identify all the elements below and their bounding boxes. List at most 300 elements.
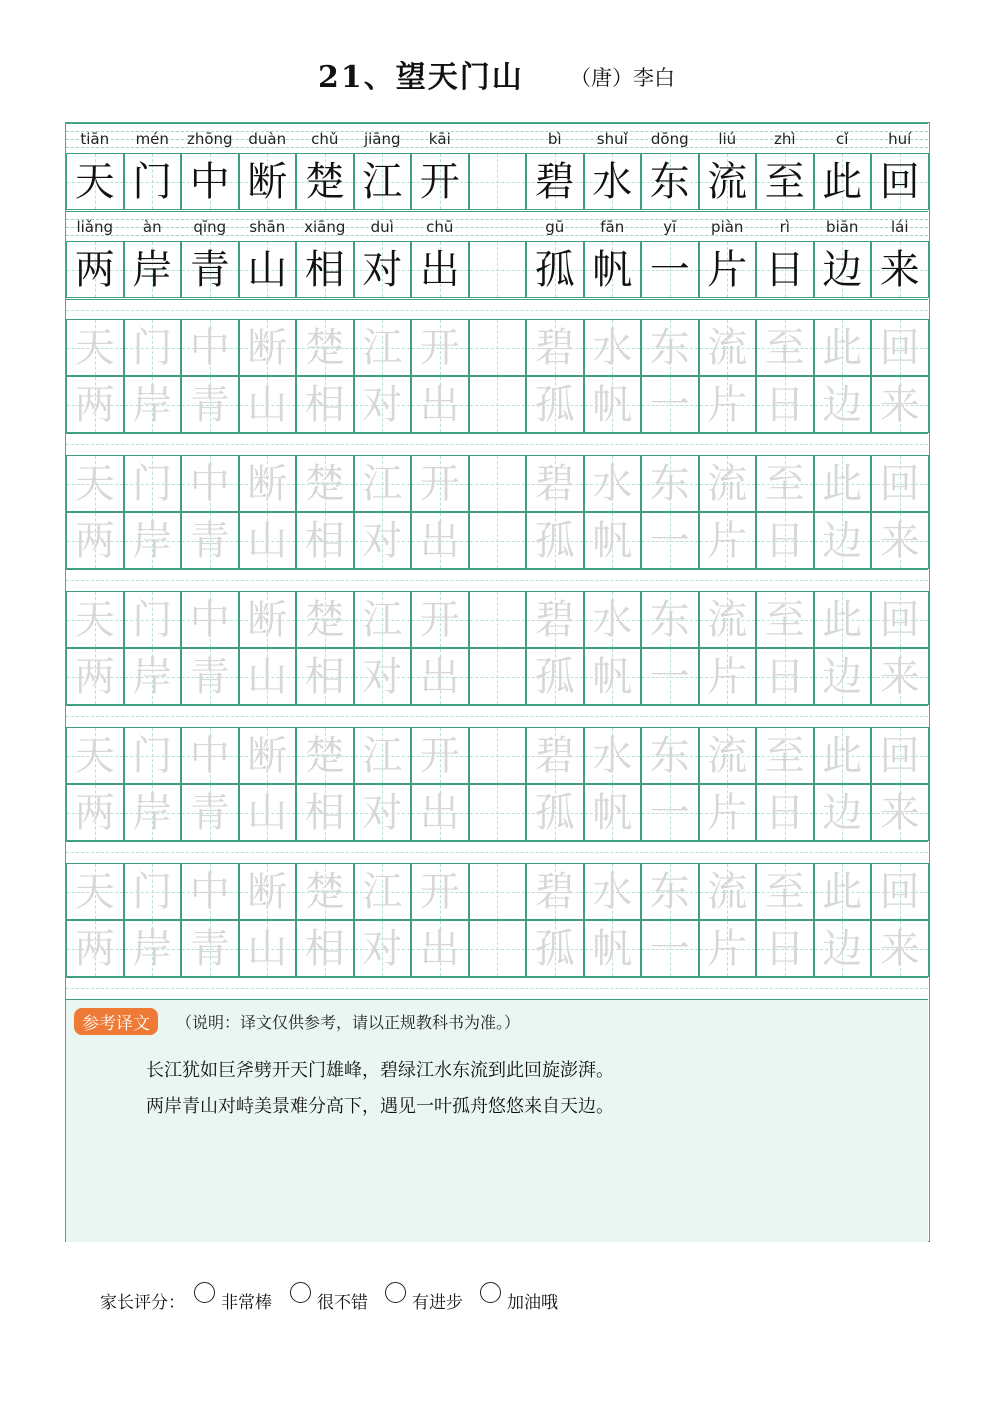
hanzi-char: 断 bbox=[247, 869, 288, 915]
hanzi-char: 断 bbox=[247, 325, 288, 371]
hanzi-char: 回 bbox=[879, 733, 920, 779]
trace-char-cell[interactable] bbox=[296, 319, 354, 376]
hanzi-char: 对 bbox=[362, 518, 403, 564]
hanzi-char: 东 bbox=[649, 597, 690, 643]
hanzi-char: 流 bbox=[707, 159, 748, 205]
model-char-cell bbox=[124, 153, 182, 210]
trace-char-cell[interactable] bbox=[124, 455, 182, 512]
trace-char-cell[interactable] bbox=[239, 591, 297, 648]
trace-char-cell[interactable] bbox=[181, 512, 239, 569]
radio-circle-icon[interactable] bbox=[480, 1282, 501, 1303]
trace-char-cell[interactable] bbox=[411, 648, 469, 705]
trace-char-cell[interactable] bbox=[871, 376, 929, 433]
trace-char-cell[interactable] bbox=[66, 863, 124, 920]
hanzi-char: 片 bbox=[707, 790, 748, 836]
pinyin-cell: bì bbox=[547, 130, 562, 148]
spacer-row bbox=[66, 299, 928, 320]
hanzi-char: 至 bbox=[764, 461, 805, 507]
trace-char-cell[interactable] bbox=[699, 319, 757, 376]
spacer-row bbox=[66, 841, 928, 862]
trace-char-cell[interactable] bbox=[756, 455, 814, 512]
trace-char-cell[interactable] bbox=[66, 319, 124, 376]
trace-char-cell[interactable] bbox=[411, 455, 469, 512]
trace-char-cell[interactable] bbox=[699, 512, 757, 569]
trace-char-cell[interactable] bbox=[239, 727, 297, 784]
trace-char-cell[interactable] bbox=[526, 455, 584, 512]
model-char-cell bbox=[181, 241, 239, 298]
trace-char-cell[interactable] bbox=[239, 920, 297, 977]
trace-char-cell[interactable] bbox=[814, 512, 872, 569]
trace-char-cell[interactable] bbox=[584, 512, 642, 569]
hanzi-char: 流 bbox=[707, 869, 748, 915]
pinyin-row bbox=[66, 211, 928, 242]
hanzi-char: 边 bbox=[822, 790, 863, 836]
radio-circle-icon[interactable] bbox=[194, 1282, 215, 1303]
trace-char-cell[interactable] bbox=[239, 863, 297, 920]
blank-char bbox=[470, 377, 526, 432]
hanzi-char: 日 bbox=[764, 382, 805, 428]
trace-char-cell[interactable] bbox=[584, 920, 642, 977]
trace-char-cell[interactable] bbox=[411, 376, 469, 433]
trace-char-cell[interactable] bbox=[641, 727, 699, 784]
hanzi-char: 青 bbox=[189, 518, 230, 564]
trace-char-cell[interactable] bbox=[699, 784, 757, 841]
trace-char-cell[interactable] bbox=[124, 784, 182, 841]
hanzi-char: 孤 bbox=[534, 790, 575, 836]
hanzi-char: 楚 bbox=[304, 325, 345, 371]
hanzi-char: 日 bbox=[764, 790, 805, 836]
hanzi-char: 出 bbox=[419, 790, 460, 836]
trace-char-cell[interactable] bbox=[641, 591, 699, 648]
trace-char-cell[interactable] bbox=[411, 863, 469, 920]
model-char-cell bbox=[239, 153, 297, 210]
hanzi-char: 东 bbox=[649, 733, 690, 779]
trace-char-cell[interactable] bbox=[641, 784, 699, 841]
pinyin-cell: àn bbox=[142, 218, 162, 236]
trace-char-cell[interactable] bbox=[296, 512, 354, 569]
hanzi-char: 天 bbox=[74, 461, 115, 507]
trace-char-cell[interactable] bbox=[181, 376, 239, 433]
trace-char-cell[interactable] bbox=[296, 784, 354, 841]
hanzi-char: 中 bbox=[189, 159, 230, 205]
trace-char-cell[interactable] bbox=[354, 455, 412, 512]
model-char-cell bbox=[756, 241, 814, 298]
trace-char-cell[interactable] bbox=[756, 920, 814, 977]
trace-char-cell[interactable] bbox=[66, 376, 124, 433]
trace-char-cell[interactable] bbox=[584, 784, 642, 841]
trace-char-cell[interactable] bbox=[814, 648, 872, 705]
hanzi-char: 回 bbox=[879, 325, 920, 371]
trace-char-cell[interactable] bbox=[124, 863, 182, 920]
model-char-cell bbox=[641, 241, 699, 298]
trace-char-cell[interactable] bbox=[181, 920, 239, 977]
hanzi-char: 至 bbox=[764, 733, 805, 779]
trace-char-cell[interactable] bbox=[584, 319, 642, 376]
radio-circle-icon[interactable] bbox=[385, 1282, 406, 1303]
pinyin-cell bbox=[469, 124, 527, 154]
hanzi-char: 断 bbox=[247, 733, 288, 779]
hanzi-char: 来 bbox=[879, 790, 920, 836]
pinyin-cell: yī bbox=[663, 218, 677, 236]
trace-char-cell[interactable] bbox=[296, 648, 354, 705]
trace-char-cell[interactable] bbox=[66, 648, 124, 705]
hanzi-char: 相 bbox=[304, 790, 345, 836]
trace-char-cell[interactable] bbox=[526, 591, 584, 648]
hanzi-char: 一 bbox=[649, 926, 690, 972]
rating-option-label: 非常棒 bbox=[221, 1293, 272, 1313]
hanzi-char: 楚 bbox=[304, 159, 345, 205]
model-char-cell bbox=[411, 241, 469, 298]
trace-char-cell[interactable] bbox=[296, 376, 354, 433]
spacer-row bbox=[66, 977, 928, 998]
hanzi-char: 流 bbox=[707, 325, 748, 371]
hanzi-char: 门 bbox=[132, 159, 173, 205]
trace-char-cell[interactable] bbox=[699, 863, 757, 920]
hanzi-char: 至 bbox=[764, 325, 805, 371]
hanzi-char: 山 bbox=[247, 926, 288, 972]
hanzi-char: 江 bbox=[362, 461, 403, 507]
hanzi-char: 中 bbox=[189, 733, 230, 779]
trace-char-cell[interactable] bbox=[124, 376, 182, 433]
blank-cell bbox=[469, 376, 527, 433]
trace-char-cell[interactable] bbox=[181, 648, 239, 705]
hanzi-char: 出 bbox=[419, 926, 460, 972]
hanzi-char: 至 bbox=[764, 869, 805, 915]
hanzi-char: 碧 bbox=[534, 869, 575, 915]
trace-char-cell[interactable] bbox=[584, 648, 642, 705]
hanzi-char: 边 bbox=[822, 654, 863, 700]
trace-char-cell[interactable] bbox=[66, 512, 124, 569]
trace-char-cell[interactable] bbox=[756, 648, 814, 705]
blank-char bbox=[470, 320, 526, 375]
hanzi-char: 断 bbox=[247, 159, 288, 205]
trace-char-cell[interactable] bbox=[239, 319, 297, 376]
reference-badge: 参考译文 bbox=[74, 1008, 158, 1035]
trace-char-cell[interactable] bbox=[296, 863, 354, 920]
trace-char-cell[interactable] bbox=[296, 455, 354, 512]
hanzi-char: 江 bbox=[362, 597, 403, 643]
trace-char-cell[interactable] bbox=[354, 591, 412, 648]
hanzi-char: 回 bbox=[879, 159, 920, 205]
trace-char-cell[interactable] bbox=[641, 863, 699, 920]
hanzi-char: 出 bbox=[419, 247, 460, 293]
trace-char-cell[interactable] bbox=[181, 455, 239, 512]
trace-char-cell[interactable] bbox=[641, 512, 699, 569]
trace-char-cell[interactable] bbox=[124, 512, 182, 569]
trace-char-cell[interactable] bbox=[239, 455, 297, 512]
blank-cell bbox=[469, 319, 527, 376]
hanzi-char: 断 bbox=[247, 597, 288, 643]
trace-char-cell[interactable] bbox=[526, 648, 584, 705]
trace-char-cell[interactable] bbox=[871, 455, 929, 512]
hanzi-char: 来 bbox=[879, 926, 920, 972]
trace-char-cell[interactable] bbox=[814, 863, 872, 920]
hanzi-char: 岸 bbox=[132, 790, 173, 836]
hanzi-char: 天 bbox=[74, 869, 115, 915]
pinyin-cell: liú bbox=[718, 130, 737, 148]
hanzi-char: 相 bbox=[304, 654, 345, 700]
hanzi-char: 对 bbox=[362, 654, 403, 700]
trace-char-cell[interactable] bbox=[181, 319, 239, 376]
hanzi-char: 水 bbox=[592, 869, 633, 915]
hanzi-char: 水 bbox=[592, 461, 633, 507]
trace-char-cell[interactable] bbox=[296, 727, 354, 784]
title-row bbox=[0, 48, 991, 98]
trace-char-cell[interactable] bbox=[526, 512, 584, 569]
hanzi-char: 水 bbox=[592, 325, 633, 371]
trace-char-cell[interactable] bbox=[584, 863, 642, 920]
trace-char-cell[interactable] bbox=[239, 648, 297, 705]
trace-char-cell[interactable] bbox=[814, 376, 872, 433]
hanzi-char: 对 bbox=[362, 926, 403, 972]
blank-char bbox=[470, 456, 526, 511]
hanzi-char: 此 bbox=[822, 869, 863, 915]
blank-char bbox=[470, 242, 526, 297]
hanzi-char: 孤 bbox=[534, 518, 575, 564]
trace-char-cell[interactable] bbox=[871, 727, 929, 784]
pinyin-cell: shān bbox=[249, 218, 286, 236]
blank-char bbox=[470, 649, 526, 704]
blank-cell bbox=[469, 920, 527, 977]
hanzi-char: 开 bbox=[419, 325, 460, 371]
trace-char-cell[interactable] bbox=[756, 319, 814, 376]
trace-char-cell[interactable] bbox=[354, 648, 412, 705]
hanzi-char: 片 bbox=[707, 247, 748, 293]
blank-cell bbox=[469, 512, 527, 569]
page-title: 21、望天门山 bbox=[318, 60, 524, 95]
trace-char-cell[interactable] bbox=[354, 376, 412, 433]
pinyin-cell: lái bbox=[890, 218, 909, 236]
model-char-cell bbox=[699, 153, 757, 210]
trace-char-cell[interactable] bbox=[756, 863, 814, 920]
trace-char-cell[interactable] bbox=[814, 727, 872, 784]
hanzi-char: 楚 bbox=[304, 461, 345, 507]
pinyin-cell: piàn bbox=[711, 218, 744, 236]
hanzi-char: 回 bbox=[879, 869, 920, 915]
trace-char-cell[interactable] bbox=[699, 591, 757, 648]
pinyin-cell: kāi bbox=[428, 130, 451, 148]
hanzi-char: 一 bbox=[649, 247, 690, 293]
trace-char-cell[interactable] bbox=[641, 376, 699, 433]
trace-char-cell[interactable] bbox=[871, 863, 929, 920]
trace-char-cell[interactable] bbox=[526, 920, 584, 977]
hanzi-char: 开 bbox=[419, 869, 460, 915]
pinyin-cell: xiāng bbox=[304, 218, 346, 236]
trace-char-cell[interactable] bbox=[814, 784, 872, 841]
trace-char-cell[interactable] bbox=[124, 727, 182, 784]
reference-translation bbox=[66, 999, 928, 1242]
blank-cell bbox=[469, 153, 527, 210]
trace-char-cell[interactable] bbox=[526, 863, 584, 920]
pinyin-cell: qīng bbox=[193, 218, 227, 236]
hanzi-char: 回 bbox=[879, 597, 920, 643]
hanzi-char: 此 bbox=[822, 461, 863, 507]
trace-char-cell[interactable] bbox=[66, 920, 124, 977]
hanzi-char: 出 bbox=[419, 654, 460, 700]
trace-char-cell[interactable] bbox=[756, 591, 814, 648]
trace-char-cell[interactable] bbox=[641, 920, 699, 977]
trace-char-cell[interactable] bbox=[699, 920, 757, 977]
hanzi-char: 断 bbox=[247, 461, 288, 507]
hanzi-char: 门 bbox=[132, 597, 173, 643]
hanzi-char: 回 bbox=[879, 461, 920, 507]
hanzi-char: 边 bbox=[822, 518, 863, 564]
hanzi-char: 孤 bbox=[534, 654, 575, 700]
trace-char-cell[interactable] bbox=[756, 784, 814, 841]
blank-cell bbox=[469, 863, 527, 920]
trace-char-cell[interactable] bbox=[871, 920, 929, 977]
trace-char-cell[interactable] bbox=[641, 319, 699, 376]
hanzi-char: 门 bbox=[132, 869, 173, 915]
trace-char-cell[interactable] bbox=[66, 784, 124, 841]
trace-char-cell[interactable] bbox=[871, 512, 929, 569]
translation-line-2: 两岸青山对峙美景难分高下，遇见一叶孤舟悠悠来自天边。 bbox=[146, 1096, 614, 1117]
trace-char-cell[interactable] bbox=[526, 727, 584, 784]
hanzi-char: 帆 bbox=[592, 518, 633, 564]
model-char-cell bbox=[526, 153, 584, 210]
trace-char-cell[interactable] bbox=[699, 648, 757, 705]
trace-char-cell[interactable] bbox=[354, 920, 412, 977]
hanzi-char: 天 bbox=[74, 733, 115, 779]
hanzi-char: 东 bbox=[649, 159, 690, 205]
trace-char-cell[interactable] bbox=[296, 591, 354, 648]
model-char-cell bbox=[181, 153, 239, 210]
trace-char-cell[interactable] bbox=[584, 591, 642, 648]
trace-char-cell[interactable] bbox=[181, 784, 239, 841]
pinyin-cell: liǎng bbox=[76, 218, 114, 236]
hanzi-char: 片 bbox=[707, 518, 748, 564]
model-char-cell bbox=[354, 241, 412, 298]
trace-char-cell[interactable] bbox=[814, 591, 872, 648]
hanzi-char: 一 bbox=[649, 518, 690, 564]
trace-char-cell[interactable] bbox=[181, 591, 239, 648]
trace-char-cell[interactable] bbox=[181, 863, 239, 920]
trace-char-cell[interactable] bbox=[124, 319, 182, 376]
trace-char-cell[interactable] bbox=[871, 784, 929, 841]
hanzi-char: 江 bbox=[362, 159, 403, 205]
trace-char-cell[interactable] bbox=[354, 512, 412, 569]
trace-char-cell[interactable] bbox=[871, 591, 929, 648]
hanzi-char: 碧 bbox=[534, 733, 575, 779]
pinyin-cell: chū bbox=[426, 218, 454, 236]
trace-char-cell[interactable] bbox=[641, 648, 699, 705]
trace-char-cell[interactable] bbox=[699, 376, 757, 433]
trace-char-cell[interactable] bbox=[411, 512, 469, 569]
rating-option-label: 加油哦 bbox=[507, 1293, 558, 1313]
hanzi-char: 对 bbox=[362, 790, 403, 836]
hanzi-char: 岸 bbox=[132, 247, 173, 293]
trace-char-cell[interactable] bbox=[411, 920, 469, 977]
hanzi-char: 山 bbox=[247, 382, 288, 428]
trace-char-cell[interactable] bbox=[124, 591, 182, 648]
trace-char-cell[interactable] bbox=[411, 727, 469, 784]
hanzi-char: 中 bbox=[189, 325, 230, 371]
trace-char-cell[interactable] bbox=[239, 512, 297, 569]
hanzi-char: 山 bbox=[247, 790, 288, 836]
trace-char-cell[interactable] bbox=[66, 591, 124, 648]
pinyin-cell: shuǐ bbox=[596, 130, 628, 148]
radio-circle-icon[interactable] bbox=[290, 1282, 311, 1303]
trace-char-cell[interactable] bbox=[411, 319, 469, 376]
pinyin-cell: mén bbox=[135, 130, 169, 148]
pinyin-cell: duì bbox=[370, 218, 394, 236]
pinyin-cell: huí bbox=[888, 130, 912, 148]
trace-char-cell[interactable] bbox=[584, 455, 642, 512]
pinyin-cell: jiāng bbox=[363, 130, 401, 148]
hanzi-char: 青 bbox=[189, 654, 230, 700]
hanzi-char: 对 bbox=[362, 382, 403, 428]
hanzi-char: 出 bbox=[419, 518, 460, 564]
hanzi-char: 水 bbox=[592, 597, 633, 643]
hanzi-char: 碧 bbox=[534, 461, 575, 507]
trace-char-cell[interactable] bbox=[584, 727, 642, 784]
trace-char-cell[interactable] bbox=[871, 319, 929, 376]
model-char-cell bbox=[66, 241, 124, 298]
trace-char-cell[interactable] bbox=[814, 319, 872, 376]
trace-char-cell[interactable] bbox=[584, 376, 642, 433]
hanzi-char: 相 bbox=[304, 926, 345, 972]
trace-char-cell[interactable] bbox=[181, 727, 239, 784]
trace-char-cell[interactable] bbox=[411, 591, 469, 648]
trace-char-cell[interactable] bbox=[814, 455, 872, 512]
trace-char-cell[interactable] bbox=[354, 319, 412, 376]
trace-char-cell[interactable] bbox=[756, 512, 814, 569]
hanzi-char: 两 bbox=[74, 382, 115, 428]
hanzi-char: 日 bbox=[764, 926, 805, 972]
trace-char-cell[interactable] bbox=[296, 920, 354, 977]
hanzi-char: 岸 bbox=[132, 382, 173, 428]
trace-char-cell[interactable] bbox=[756, 727, 814, 784]
trace-char-cell[interactable] bbox=[354, 727, 412, 784]
hanzi-char: 中 bbox=[189, 597, 230, 643]
blank-char bbox=[470, 513, 526, 568]
hanzi-char: 山 bbox=[247, 247, 288, 293]
trace-char-cell[interactable] bbox=[66, 455, 124, 512]
hanzi-char: 天 bbox=[74, 597, 115, 643]
trace-char-cell[interactable] bbox=[66, 727, 124, 784]
blank-cell bbox=[469, 784, 527, 841]
trace-char-cell[interactable] bbox=[526, 376, 584, 433]
trace-char-cell[interactable] bbox=[354, 784, 412, 841]
translation-line-1: 长江犹如巨斧劈开天门雄峰，碧绿江水东流到此回旋澎湃。 bbox=[146, 1060, 614, 1081]
trace-char-cell[interactable] bbox=[239, 376, 297, 433]
hanzi-char: 孤 bbox=[534, 926, 575, 972]
model-char-cell bbox=[584, 153, 642, 210]
hanzi-char: 孤 bbox=[534, 382, 575, 428]
trace-char-cell[interactable] bbox=[124, 648, 182, 705]
hanzi-char: 此 bbox=[822, 733, 863, 779]
hanzi-char: 流 bbox=[707, 461, 748, 507]
trace-char-cell[interactable] bbox=[756, 376, 814, 433]
trace-char-cell[interactable] bbox=[526, 319, 584, 376]
trace-char-cell[interactable] bbox=[641, 455, 699, 512]
hanzi-char: 来 bbox=[879, 518, 920, 564]
hanzi-char: 碧 bbox=[534, 159, 575, 205]
trace-char-cell[interactable] bbox=[814, 920, 872, 977]
hanzi-char: 相 bbox=[304, 382, 345, 428]
trace-char-cell[interactable] bbox=[699, 727, 757, 784]
trace-char-cell[interactable] bbox=[411, 784, 469, 841]
blank-cell bbox=[469, 648, 527, 705]
model-char-cell bbox=[296, 153, 354, 210]
trace-char-cell[interactable] bbox=[239, 784, 297, 841]
hanzi-char: 片 bbox=[707, 654, 748, 700]
trace-char-cell[interactable] bbox=[526, 784, 584, 841]
trace-char-cell[interactable] bbox=[699, 455, 757, 512]
trace-char-cell[interactable] bbox=[871, 648, 929, 705]
trace-char-cell[interactable] bbox=[354, 863, 412, 920]
trace-char-cell[interactable] bbox=[124, 920, 182, 977]
